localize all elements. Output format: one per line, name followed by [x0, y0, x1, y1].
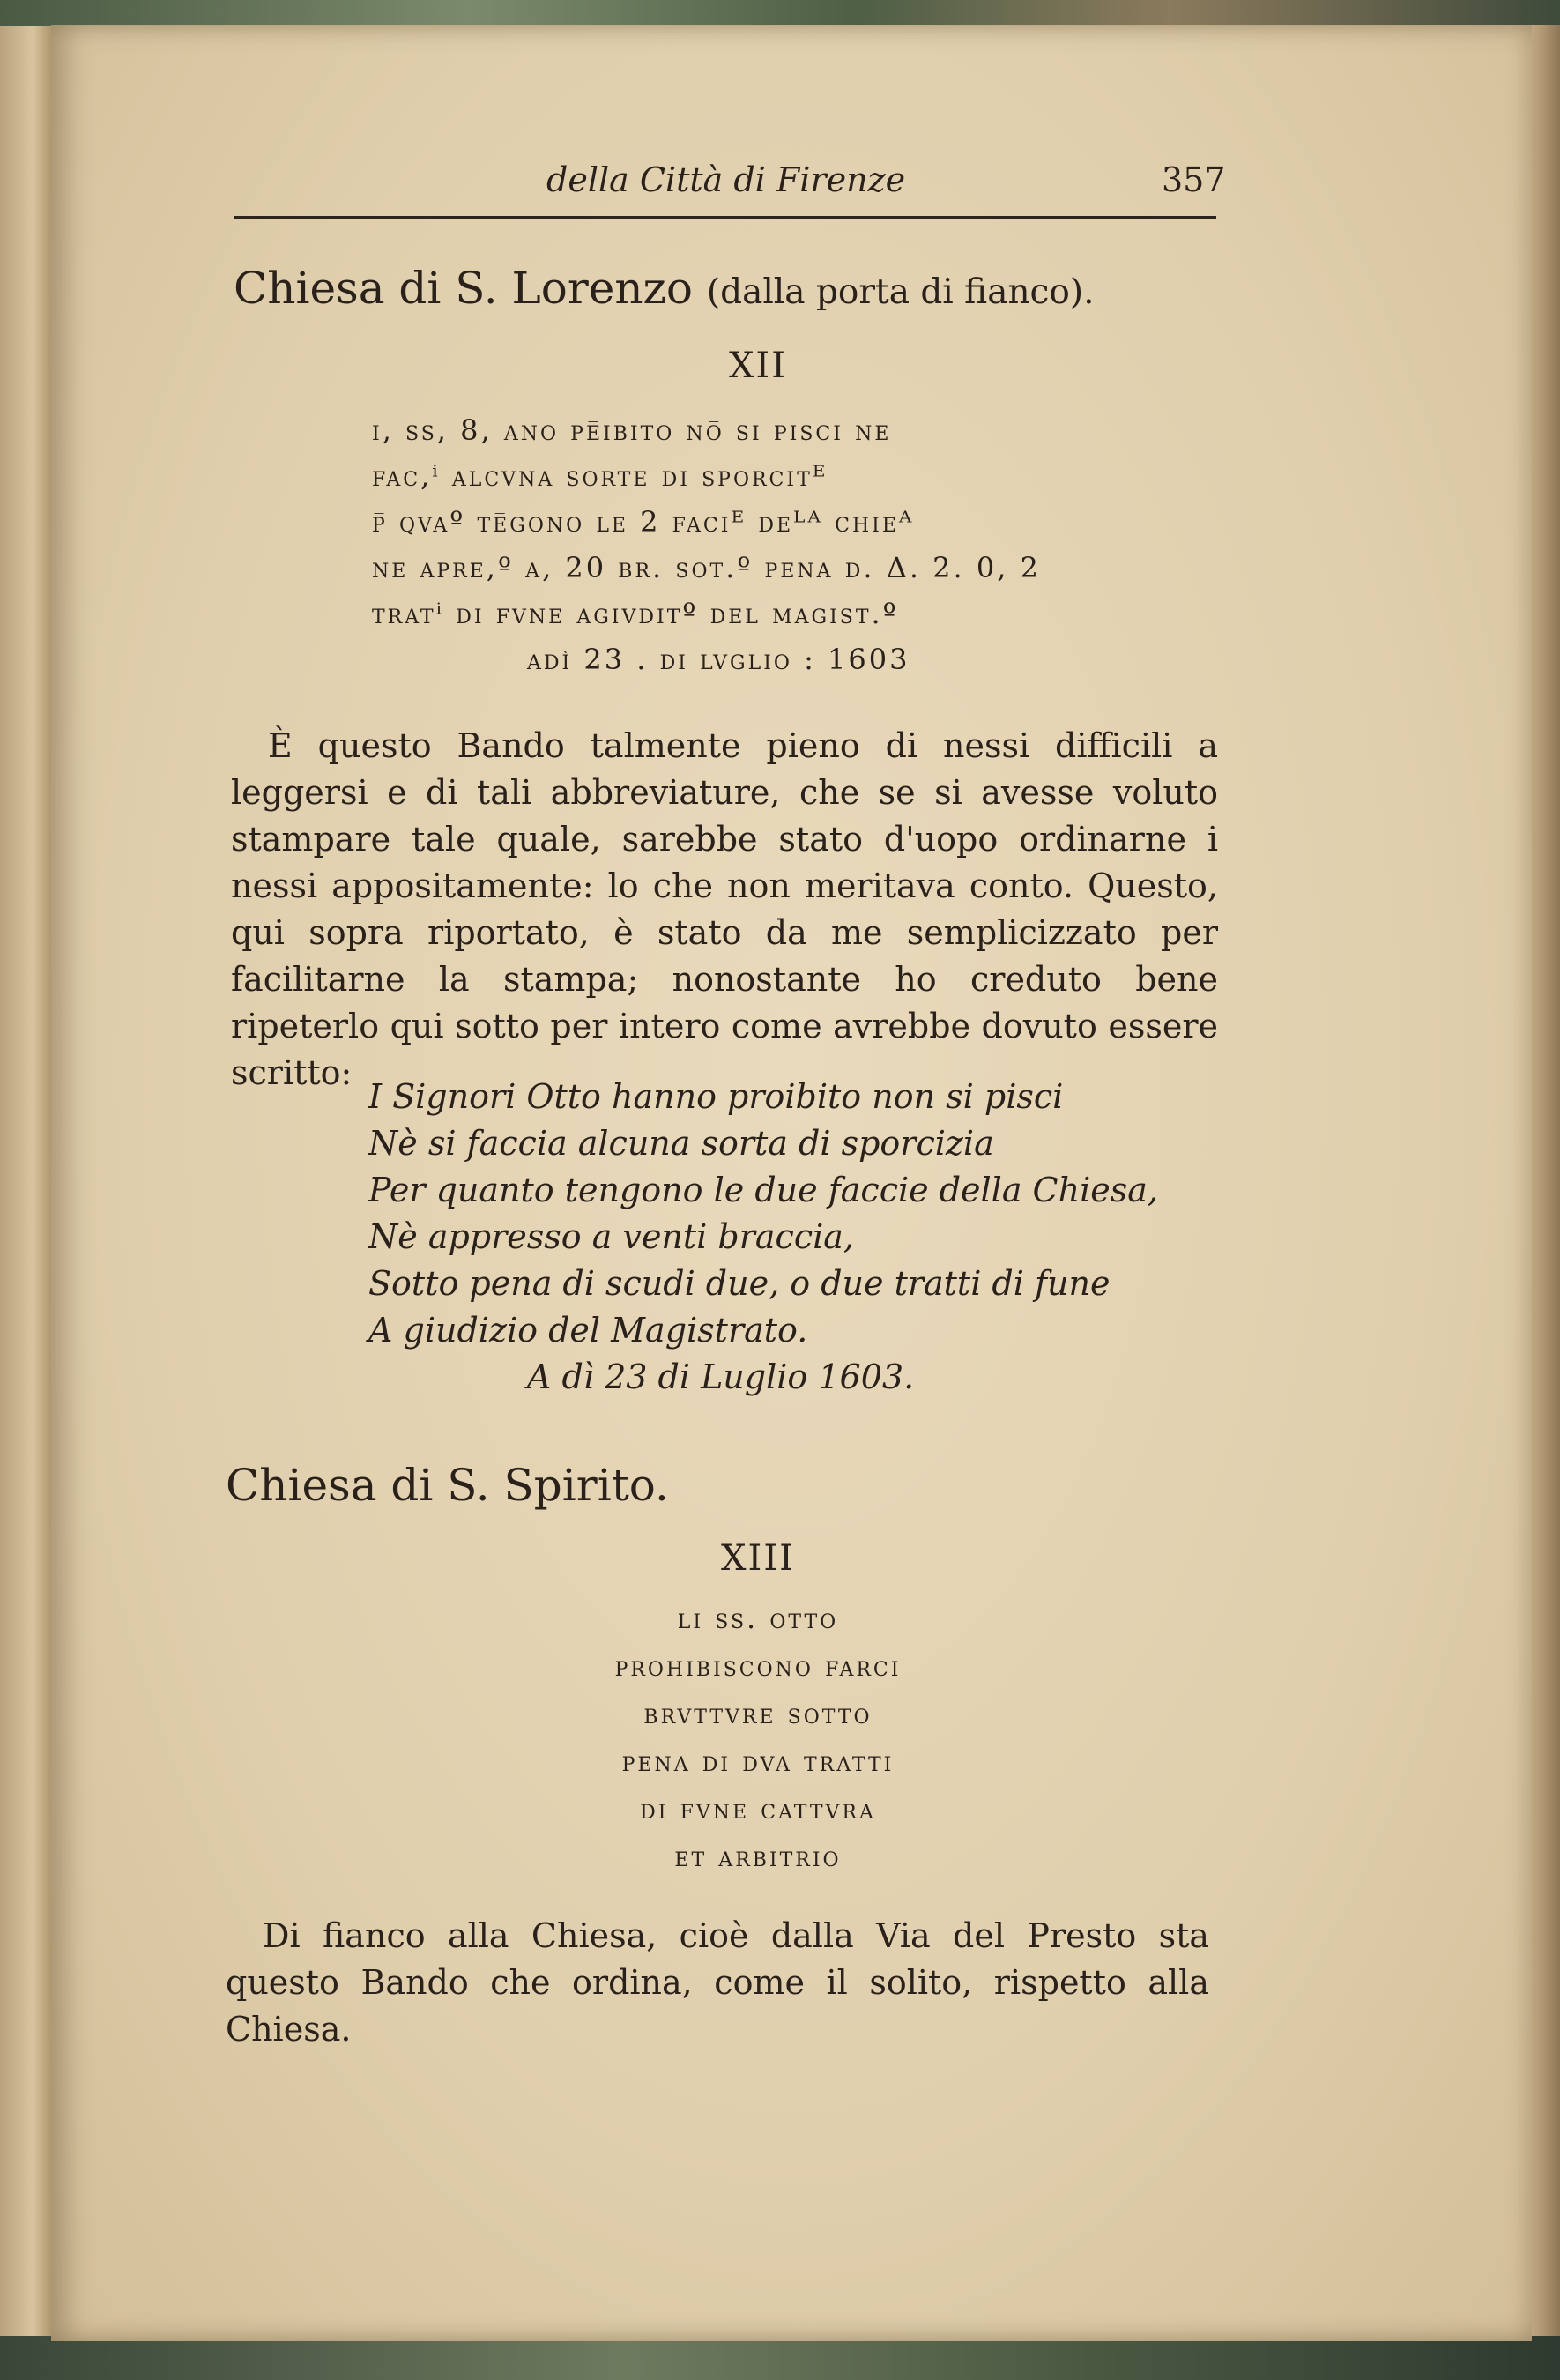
book-cover-bottom	[0, 2336, 1560, 2380]
inscription-line: ne apre,º a, 20 br. sot.º pena d. Δ. 2. 0, 2	[372, 551, 1041, 584]
inscription-line: li ss. otto	[677, 1602, 839, 1635]
inscription-line: et arbitrio	[674, 1840, 842, 1873]
closing-paragraph: Di fianco alla Chiesa, cioè dalla Via del Presto sta questo Bando che ordina, come il solito, rispetto alla Chiesa.	[226, 1916, 1209, 2049]
inscription-line: p̅ qvaº te̅gono le 2 faciᴱ deᴸᴬ chieᴬ	[372, 505, 915, 539]
section-title-lorenzo	[234, 263, 1095, 314]
section-subtitle: (dalla porta di fianco).	[706, 272, 1095, 312]
verse-line: A giudizio del Magistrato.	[368, 1311, 808, 1350]
commentary-paragraph: È questo Bando talmente pieno di nessi difficili a leggersi e di tali abbreviature, che se si avesse voluto stampare tale quale, sarebbe stato d'uopo ordinarne i nessi appositamente: lo che non meritava conto. Questo, qui sopra riportato, è stato da me semplicizzato per facilitarne la stampa; nonostante ho creduto bene ripeterlo qui sotto per intero come avrebbe dovuto essere scritto:	[231, 726, 1218, 1092]
verse-line: Nè si faccia alcuna sorta di sporcizia	[368, 1124, 994, 1163]
inscription-line: brvttvre sotto	[643, 1697, 873, 1730]
left-page-edge	[0, 26, 55, 2345]
inscription-line: pena di dva tratti	[621, 1744, 895, 1778]
header-rule	[234, 216, 1216, 219]
inscription-line: prohibiscono farci	[614, 1649, 902, 1683]
verse-line: Per quanto tengono le due faccie della Chiesa,	[368, 1171, 1158, 1209]
inscription-line: fac,ⁱ alcvna sorte di sporcitᴱ	[372, 459, 828, 493]
running-title: della Città di Firenze	[546, 160, 906, 199]
inscription-line: di fvne cattvra	[640, 1792, 876, 1826]
verse-line: I Signori Otto hanno proibito non si pisci	[368, 1077, 1064, 1116]
inscription-numeral-xii: XII	[728, 346, 788, 386]
section-title-text: Chiesa di S. Lorenzo	[234, 263, 693, 314]
section-title-spirito: Chiesa di S. Spirito.	[226, 1460, 669, 1511]
verse-date: A dì 23 di Luglio 1603.	[527, 1357, 915, 1396]
verse-line: Nè appresso a venti braccia,	[368, 1217, 854, 1256]
inscription-line: tratⁱ di fvne agivditº del magist.º	[372, 597, 899, 630]
inscription-numeral-xiii: XIII	[721, 1538, 795, 1579]
inscription-date: adì 23 . di lvglio : 1603	[527, 643, 910, 676]
verse-line: Sotto pena di scudi due, o due tratti di fune	[368, 1264, 1111, 1303]
inscription-line: i, ss, 8, ano pe̅ibito no̅ si pisci ne	[372, 413, 892, 447]
page-number: 357	[1162, 160, 1226, 199]
